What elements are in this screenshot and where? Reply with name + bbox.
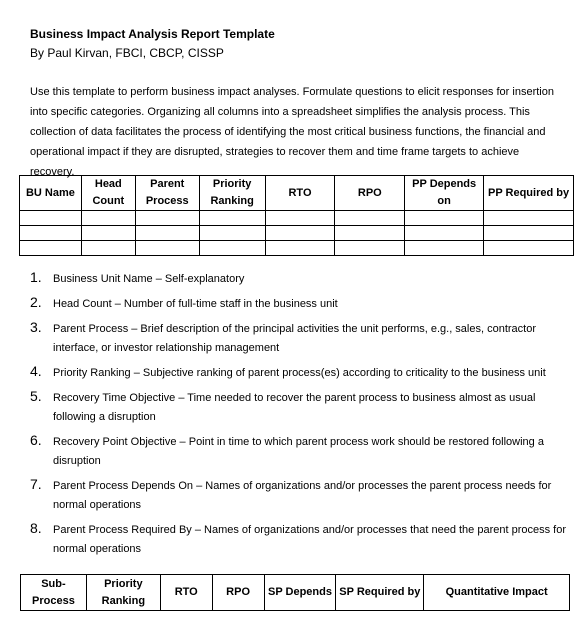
list-text: Head Count – Number of full-time staff in the business unit	[53, 298, 338, 310]
list-text: Recovery Time Objective – Time needed to recover the parent process to business almost as usual following a disruption	[53, 392, 536, 423]
list-number: 4.	[30, 363, 42, 379]
sub-header-quantitative-impact: Quantitative Impact	[424, 575, 570, 611]
bia-header-head-count: Head Count	[81, 176, 135, 211]
list-item	[30, 477, 570, 515]
list-item	[30, 389, 570, 427]
list-number: 1.	[30, 269, 42, 285]
sub-header-rto: RTO	[160, 575, 212, 611]
bia-header-bu-name: BU Name	[20, 176, 82, 211]
list-item	[30, 364, 570, 383]
bia-header-rto: RTO	[265, 176, 335, 211]
sub-header-priority-ranking: Priority Ranking	[86, 575, 160, 611]
document-title: Business Impact Analysis Report Template	[30, 27, 275, 41]
list-text: Parent Process – Brief description of the principal activities the unit performs, e.g., sales, contractor interface, or investor relationship management	[53, 323, 537, 354]
list-text: Parent Process Required By – Names of organizations and/or processes that need the parent process for normal operations	[53, 524, 567, 555]
list-number: 8.	[30, 520, 42, 536]
bia-header-priority-ranking: Priority Ranking	[199, 176, 265, 211]
list-item	[30, 433, 570, 471]
list-text: Priority Ranking – Subjective ranking of parent process(es) according to criticality to the business unit	[53, 367, 546, 379]
intro-paragraph: Use this template to perform business impact analyses. Formulate questions to elicit responses for insertion into specific categories. Organizing all columns into a spreadsheet simplifies the analysis process. This collection of data facilitates the process of identifying the most critical business functions, the financial and operational impact if they are disrupted, strategies to recover them and time frame targets to achieve recovery.	[30, 86, 554, 178]
table-row	[20, 211, 574, 226]
list-item	[30, 320, 570, 358]
bia-header-rpo: RPO	[335, 176, 405, 211]
table-row	[20, 226, 574, 241]
list-number: 7.	[30, 476, 42, 492]
bia-table	[19, 175, 574, 256]
list-number: 2.	[30, 294, 42, 310]
table-row	[20, 241, 574, 256]
sub-header-rpo: RPO	[212, 575, 264, 611]
bia-header-parent-process: Parent Process	[135, 176, 199, 211]
definitions-list	[30, 270, 570, 565]
subprocess-table-header-row	[21, 575, 570, 611]
bia-header-pp-required-by: PP Required by	[484, 176, 574, 211]
list-item	[30, 270, 570, 289]
subprocess-table	[20, 574, 570, 611]
list-number: 3.	[30, 319, 42, 335]
list-item	[30, 295, 570, 314]
list-number: 6.	[30, 432, 42, 448]
list-text: Business Unit Name – Self-explanatory	[53, 273, 245, 285]
list-item	[30, 521, 570, 559]
bia-header-pp-depends-on: PP Depends on	[405, 176, 484, 211]
document-author: By Paul Kirvan, FBCI, CBCP, CISSP	[30, 46, 224, 60]
list-text: Parent Process Depends On – Names of organizations and/or processes the parent process needs for normal operations	[53, 480, 552, 511]
list-number: 5.	[30, 388, 42, 404]
sub-header-sp-depends: SP Depends	[264, 575, 336, 611]
list-text: Recovery Point Objective – Point in time to which parent process work should be restored following a disruption	[53, 436, 544, 467]
sub-header-sp-required-by: SP Required by	[336, 575, 424, 611]
bia-table-header-row	[20, 176, 574, 211]
sub-header-sub-process: Sub-Process	[21, 575, 87, 611]
